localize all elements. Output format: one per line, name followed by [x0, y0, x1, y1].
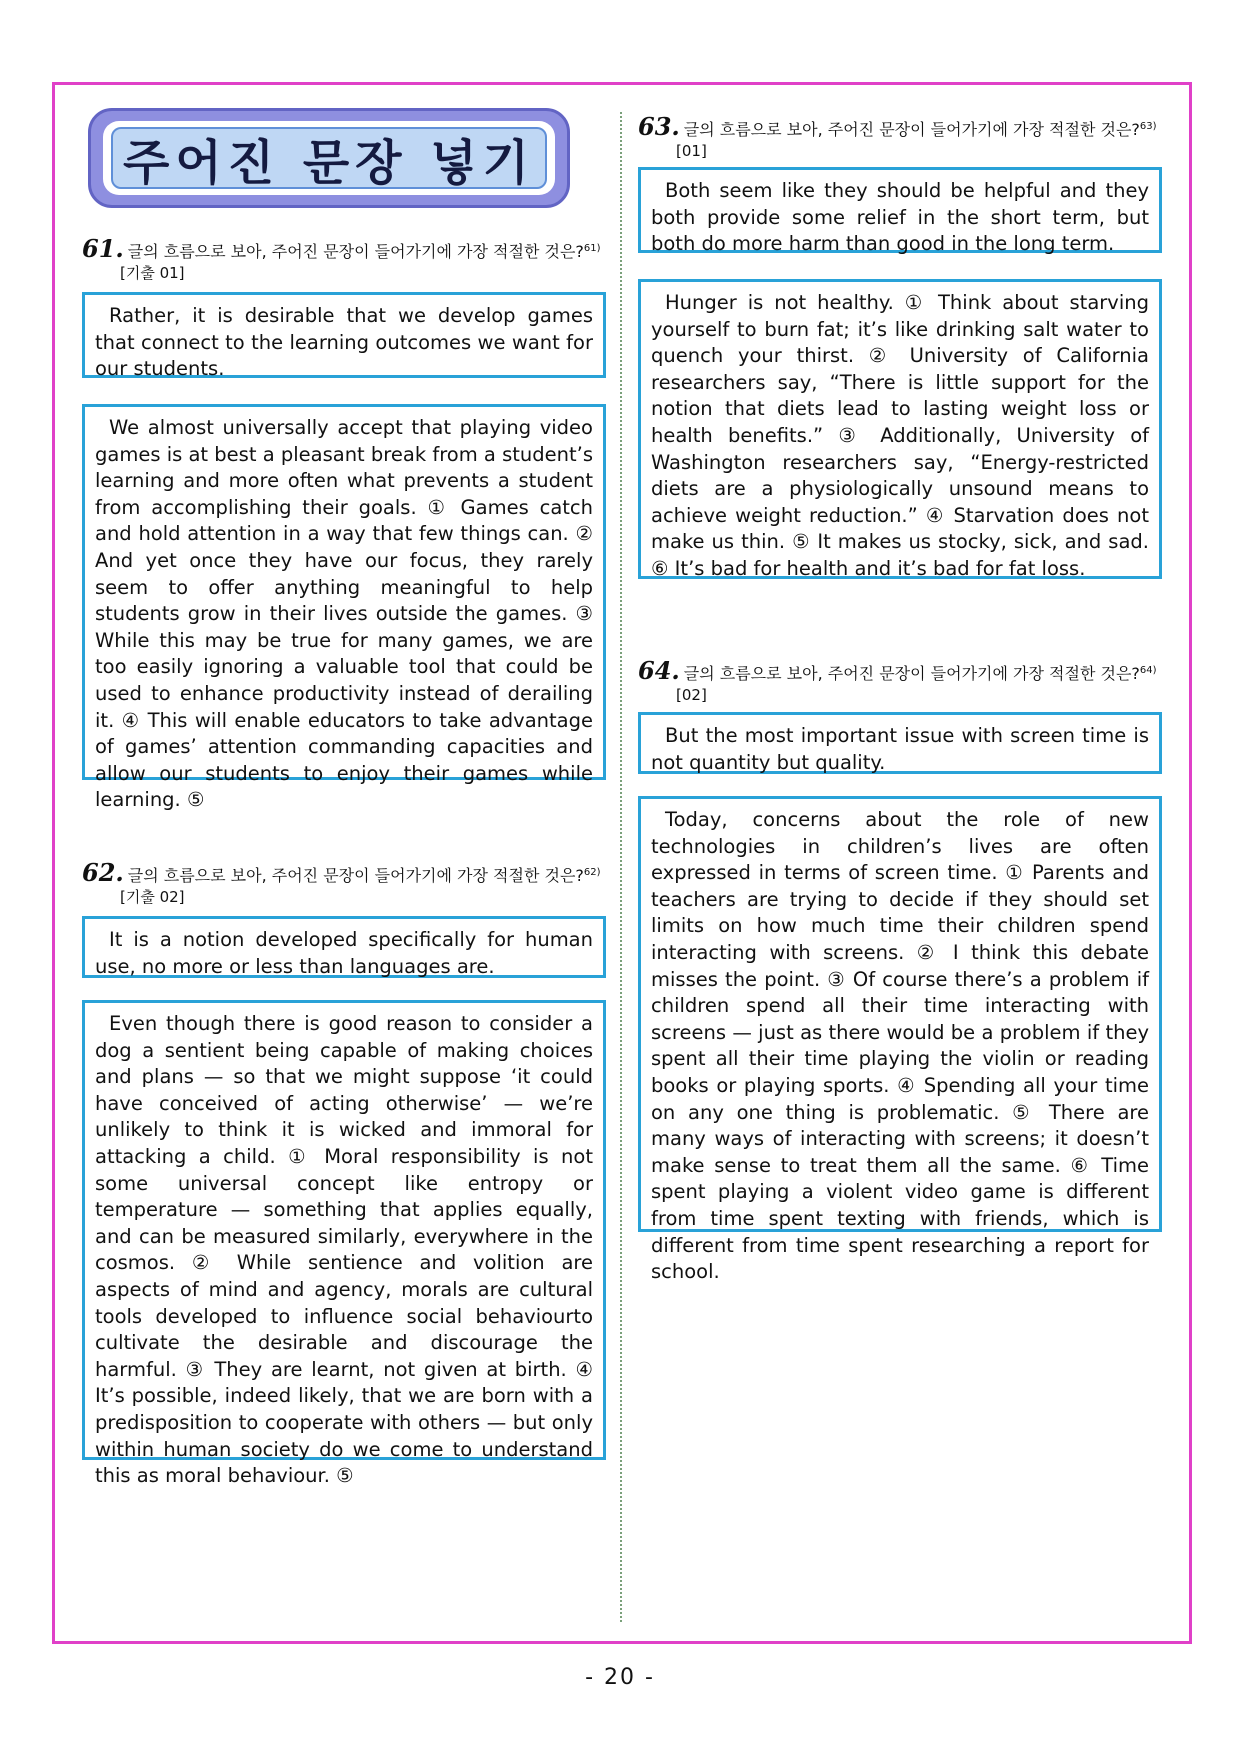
question-tag: [기출 02]: [120, 888, 185, 906]
question-prompt: 글의 흐름으로 보아, 주어진 문장이 들어가기에 가장 적절한 것은?: [683, 664, 1140, 683]
question-62-given-sentence: It is a notion developed specifically for human use, no more or less than languages are.: [82, 916, 606, 978]
footnote-ref: 64): [1139, 665, 1157, 676]
question-tag: [01]: [676, 142, 707, 160]
question-62-passage: Even though there is good reason to consider a dog a sentient being capable of making choices and plans — so that we might suppose ‘it could have conceived of acting otherwise’ — we’re unlikely to think it is wicked and immoral for attacking a child. ① Moral responsibility is not some universal concept like entropy or temperature — something that applies equally, and can be measured similarly, everywhere in the cosmos. ② While sentience and volition are aspects of mind and agency, morals are cultural tools developed to influence social behaviourto cultivate the desirable and discourage the harmful. ③ They are learnt, not given at birth. ④ It’s possible, indeed likely, that we are born with a predisposition to cooperate with others — but only within human society do we come to understand this as moral behaviour. ⑤: [82, 1000, 606, 1460]
question-63-header: [638, 112, 1162, 161]
question-61-given-sentence: Rather, it is desirable that we develop games that connect to the learning outcomes we want for our students.: [82, 292, 606, 378]
question-64-header: [638, 656, 1162, 705]
question-tag: [02]: [676, 686, 707, 704]
footnote-ref: 62): [583, 867, 601, 878]
section-title-badge: [88, 108, 570, 208]
footnote-ref: 61): [583, 243, 601, 254]
footnote-ref: 63): [1139, 121, 1157, 132]
section-title: 주어진 문장 넣기: [111, 127, 547, 189]
question-number: 62.: [82, 858, 124, 887]
question-number: 61.: [82, 234, 124, 263]
question-61-passage: We almost universally accept that playing video games is at best a pleasant break from a student’s learning and more often what prevents a student from accomplishing their goals. ① Games catch and hold attention in a way that few things can. ② And yet once they have our focus, they rarely seem to offer anything meaningful to help students grow in their lives outside the games. ③ While this may be true for many games, we are too easily ignoring a valuable tool that could be used to enhance productivity instead of derailing it. ④ This will enable educators to take advantage of games’ attention commanding capacities and allow our students to enjoy their games while learning. ⑤: [82, 404, 606, 780]
question-64-given-sentence: But the most important issue with screen time is not quantity but quality.: [638, 712, 1162, 774]
question-64-passage: Today, concerns about the role of new technologies in children’s lives are often expressed in terms of screen time. ① Parents and teachers are trying to decide if they should set limits on how much time their children spend interacting with screens. ② I think this debate misses the point. ③ Of course there’s a problem if children spend all their time interacting with screens — just as there would be a problem if they spent all their time playing the violin or reading books or playing sports. ④ Spending all your time on any one thing is problematic. ⑤ There are many ways of interacting with screens; it doesn’t make sense to treat them all the same. ⑥ Time spent playing a violent video game is different from time spent texting with friends, which is different from time spent researching a report for school.: [638, 796, 1162, 1232]
question-prompt: 글의 흐름으로 보아, 주어진 문장이 들어가기에 가장 적절한 것은?: [683, 120, 1140, 139]
column-divider: [620, 112, 622, 1622]
question-number: 63.: [638, 112, 680, 141]
question-prompt: 글의 흐름으로 보아, 주어진 문장이 들어가기에 가장 적절한 것은?: [127, 242, 584, 261]
question-63-given-sentence: Both seem like they should be helpful and they both provide some relief in the short term, but both do more harm than good in the long term.: [638, 167, 1162, 253]
question-number: 64.: [638, 656, 680, 685]
question-63-passage: Hunger is not healthy. ① Think about starving yourself to burn fat; it’s like drinking salt water to quench your thirst. ② University of California researchers say, “There is little support for the notion that diets lead to lasting weight loss or health benefits.” ③ Additionally, University of Washington researchers say, “Energy-restricted diets are a physiologically unsound means to achieve weight reduction.” ④ Starvation does not make us thin. ⑤ It makes us stocky, sick, and sad. ⑥ It’s bad for health and it’s bad for fat loss.: [638, 279, 1162, 579]
question-prompt: 글의 흐름으로 보아, 주어진 문장이 들어가기에 가장 적절한 것은?: [127, 866, 584, 885]
page-number: - 20 -: [585, 1665, 655, 1690]
question-61-header: [82, 234, 606, 283]
question-62-header: [82, 858, 606, 907]
question-tag: [기출 01]: [120, 264, 185, 282]
